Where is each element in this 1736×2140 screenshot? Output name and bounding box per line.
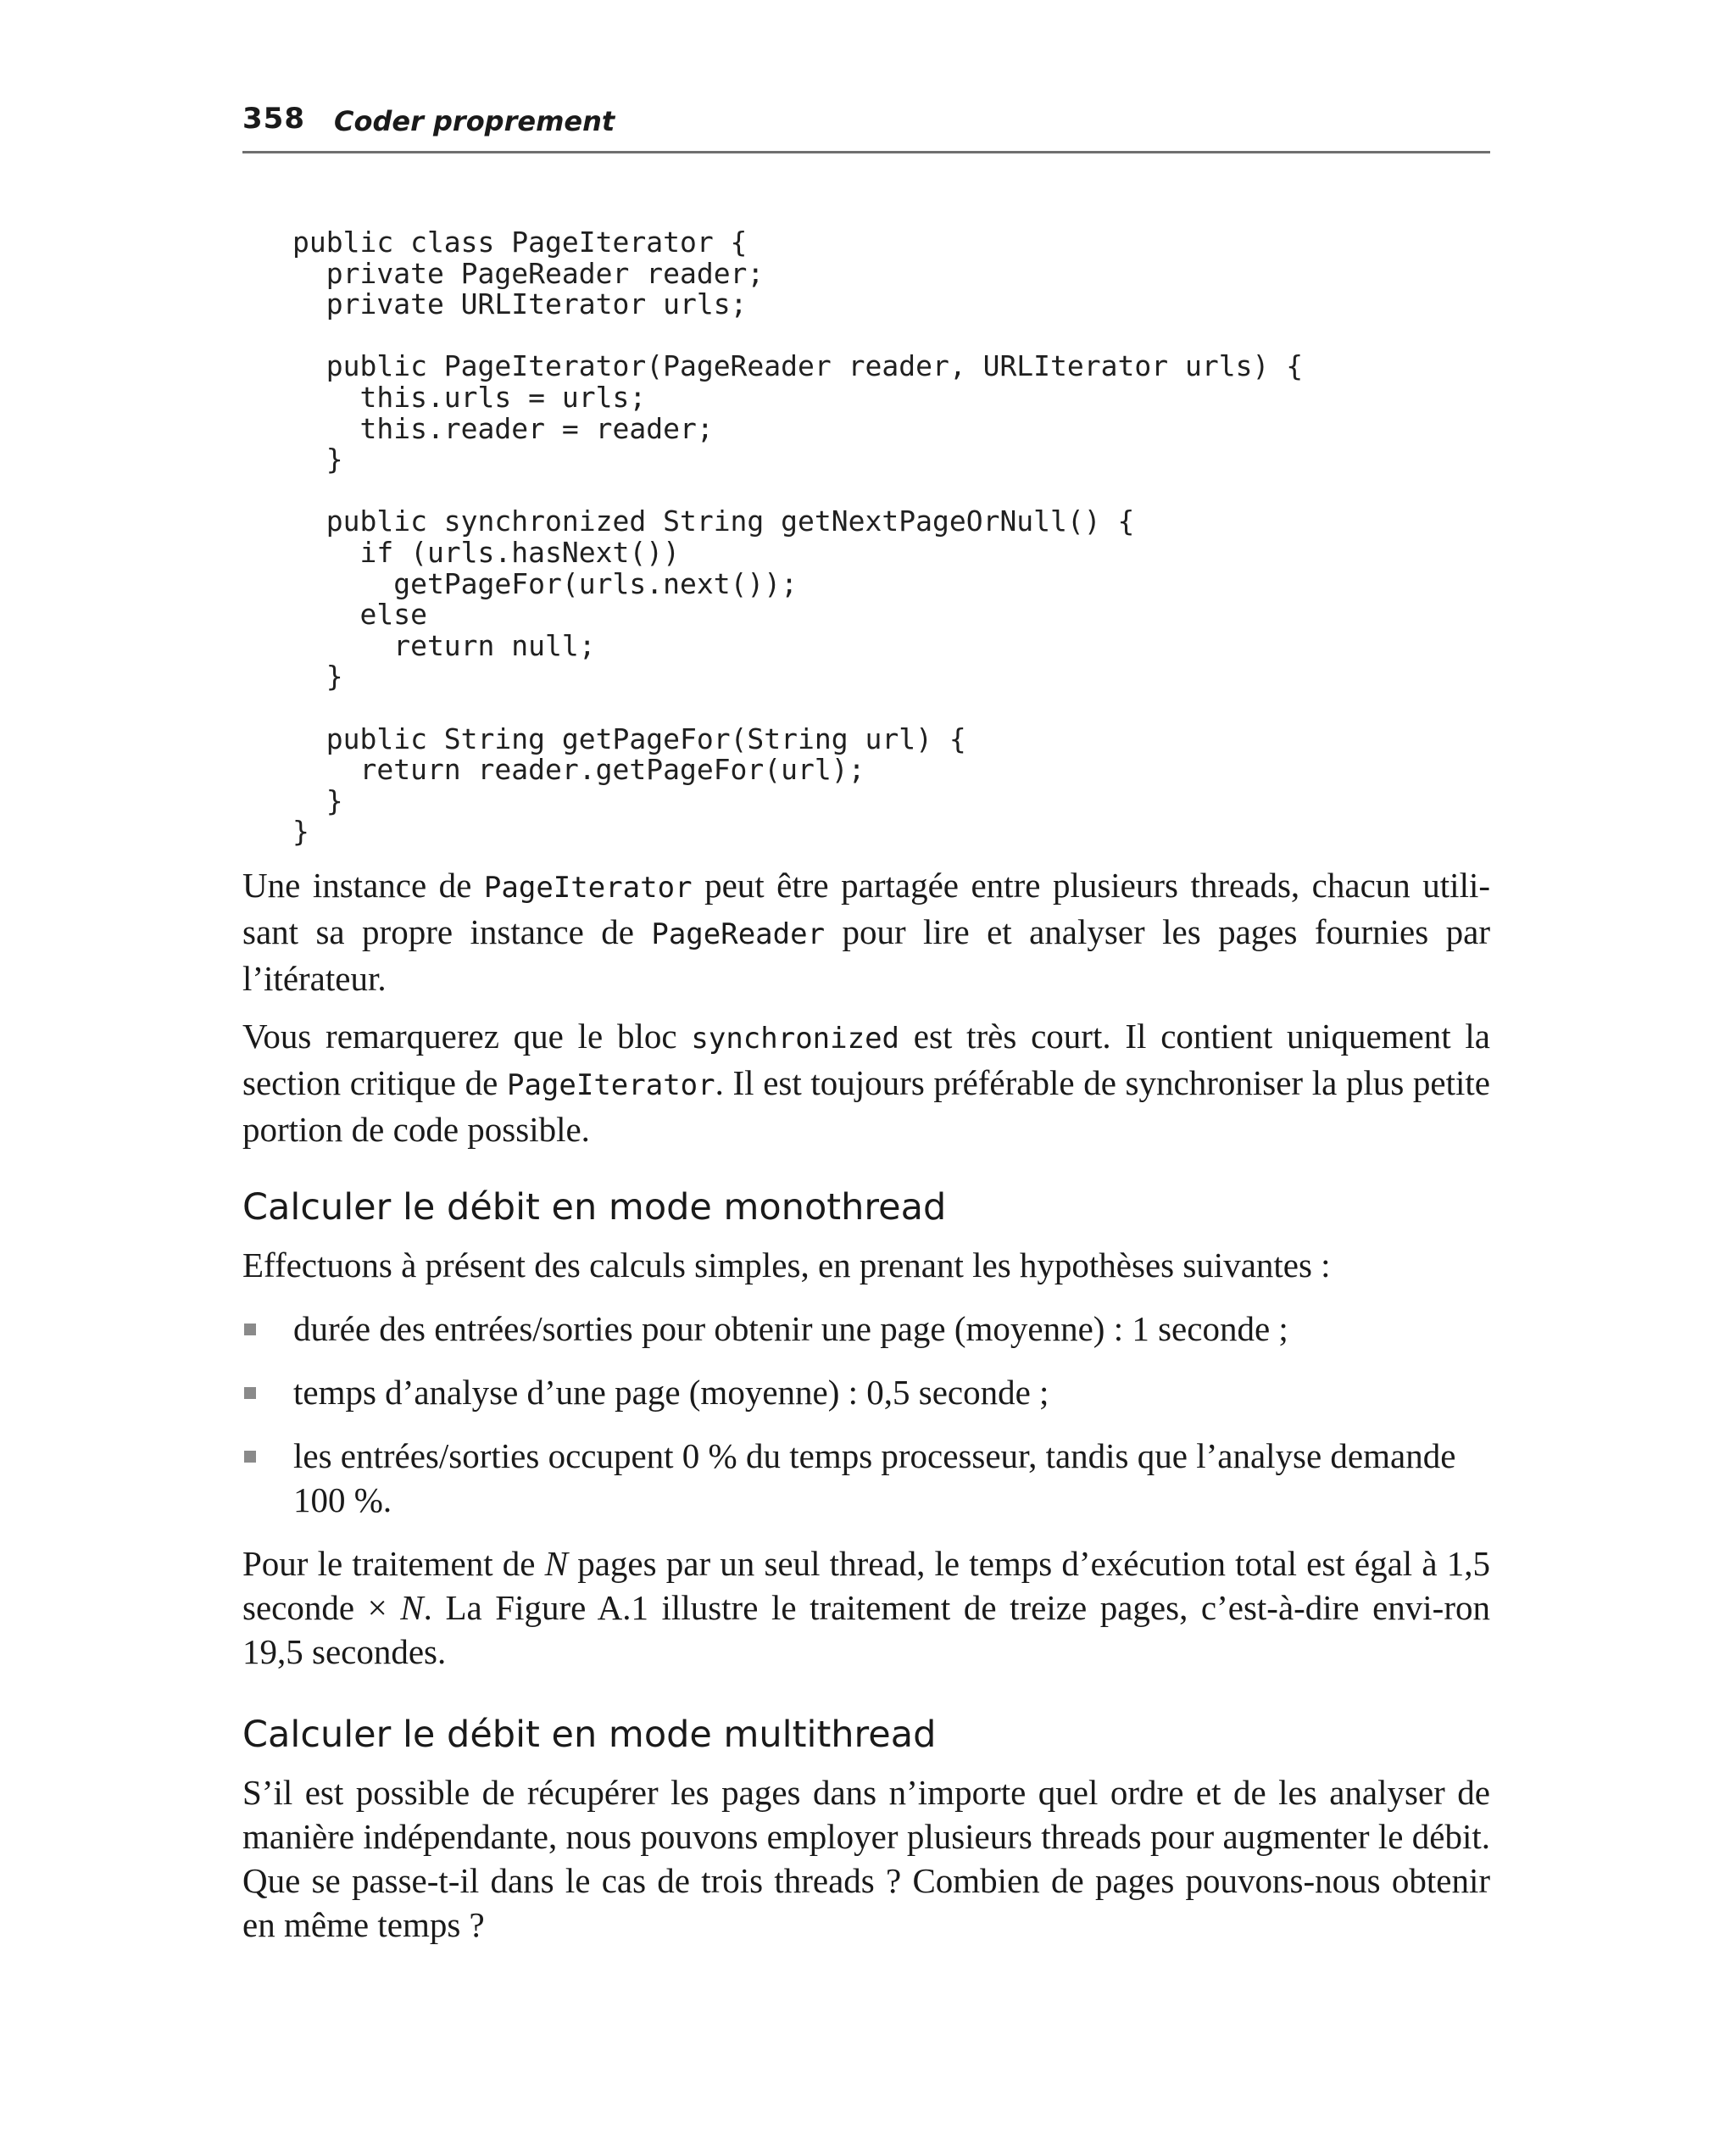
section-heading-multithread: Calculer le débit en mode multithread bbox=[242, 1714, 937, 1756]
para1-text-2: peut être partagée entre plusieurs threads, chacun utili-sant sa propre instance de bbox=[242, 866, 1490, 951]
section-heading-monothread: Calculer le débit en mode monothread bbox=[242, 1186, 947, 1229]
paragraph-single-thread-time bbox=[242, 1541, 1490, 1674]
closing-text-1: Pour le traitement de bbox=[242, 1544, 545, 1583]
variable-n-2: N bbox=[400, 1588, 424, 1627]
list-item bbox=[242, 1434, 1490, 1522]
paragraph-hypotheses-intro: Effectuons à présent des calculs simples, en prenant les hypothèses suivantes : bbox=[242, 1246, 1331, 1285]
inline-code-page-iterator-2: PageIterator bbox=[506, 1068, 715, 1102]
para2-text-3: . Il est toujours préférable de synchroniser la plus petite portion de code possible. bbox=[242, 1063, 1490, 1149]
para1-text-1: Une instance de bbox=[242, 866, 484, 905]
list-item-text: les entrées/sorties occupent 0 % du temps processeur, tandis que l’analyse demande 100 %. bbox=[293, 1436, 1456, 1519]
paragraph-page-iterator bbox=[242, 863, 1490, 1000]
para2-text-1: Vous remarquerez que le bloc bbox=[242, 1017, 692, 1056]
code-listing: public class PageIterator { private PageReader reader; private URLIterator urls; public PageIterator(PageReader reader, URLIterator urls) { this.urls = urls; this.reader = reader; } public synchronized String getNextPageOrNull() { if (urls.hasNext()) getPageFor(urls.next()); else return null; } public String getPageFor(String url) { return reader.getPageFor(url); } } bbox=[292, 226, 1304, 849]
paragraph-multithread: S’il est possible de récupérer les pages dans n’importe quel ordre et de les analyser de manière indépendante, nous pouvons employer plusieurs threads pour augmenter le débit. Que se passe-t-il dans le cas de trois threads ? Combien de pages pouvons-nous obtenir en même temps ? bbox=[242, 1773, 1490, 1944]
list-item bbox=[242, 1307, 1490, 1351]
inline-code-page-iterator: PageIterator bbox=[483, 871, 693, 905]
paragraph-synchronized bbox=[242, 1014, 1490, 1151]
list-item bbox=[242, 1370, 1490, 1414]
inline-code-synchronized: synchronized bbox=[691, 1022, 900, 1056]
inline-code-page-reader: PageReader bbox=[651, 917, 826, 951]
para1-text-3: pour lire et analyser les pages fournies par l’itérateur. bbox=[242, 912, 1490, 998]
square-bullet-icon bbox=[244, 1387, 256, 1399]
variable-n: N bbox=[544, 1544, 569, 1583]
square-bullet-icon bbox=[244, 1324, 256, 1335]
list-item-text: temps d’analyse d’une page (moyenne) : 0,5 seconde ; bbox=[293, 1373, 1049, 1412]
book-title: Coder proprement bbox=[334, 105, 615, 137]
closing-text-2: pages par un seul thread, le temps d’exécution total est égal à 1,5 seconde × bbox=[242, 1544, 1491, 1627]
page-number: 358 bbox=[242, 102, 305, 136]
list-item-text: durée des entrées/sorties pour obtenir une page (moyenne) : 1 seconde ; bbox=[293, 1309, 1288, 1348]
square-bullet-icon bbox=[244, 1451, 256, 1463]
para2-text-2: est très court. Il contient uniquement la section critique de bbox=[242, 1017, 1490, 1102]
closing-text-3: . La Figure A.1 illustre le traitement de treize pages, c’est-à-dire envi-ron 19,5 secondes. bbox=[242, 1588, 1490, 1671]
running-header bbox=[242, 100, 1490, 153]
